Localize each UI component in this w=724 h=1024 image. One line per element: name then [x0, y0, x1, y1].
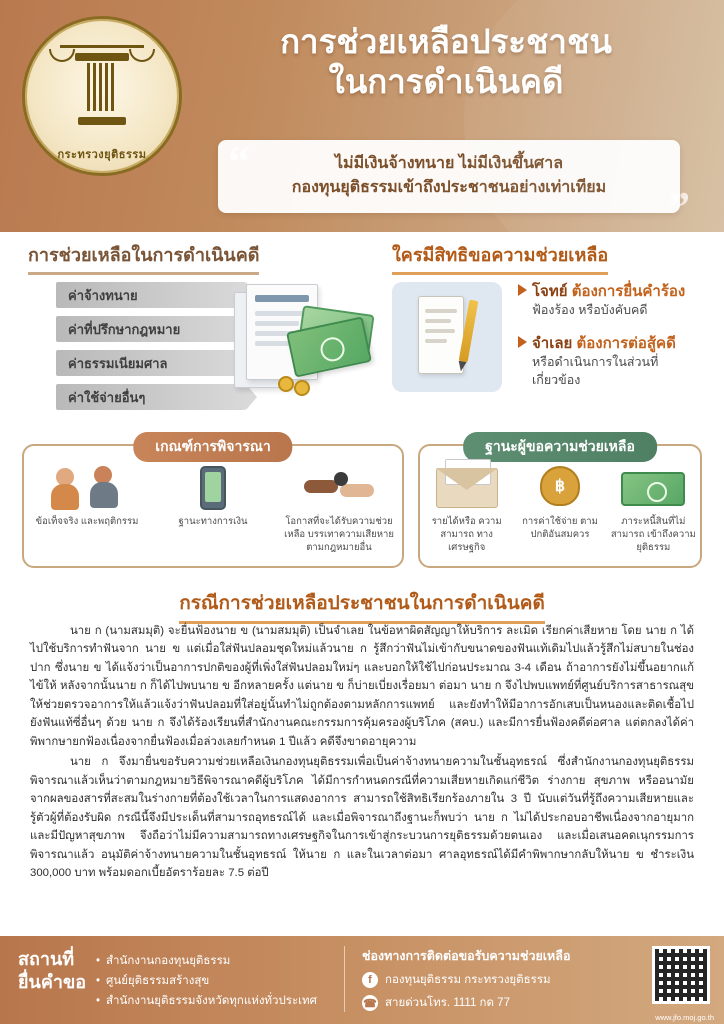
page-footer	[0, 936, 724, 1024]
panels-section	[0, 430, 724, 578]
list-item: ค่าธรรมเนียมศาล	[56, 350, 246, 376]
item-label: ฐานะทางการเงิน	[178, 516, 248, 527]
bullet-title-rest: ต้องการต่อสู้คดี	[576, 334, 676, 352]
bullet-title-rest: ต้องการยื่นคำร้อง	[571, 283, 686, 300]
case-story-body	[30, 622, 694, 885]
money-bag-icon	[517, 462, 602, 512]
case-story-section	[0, 578, 724, 936]
list-item: • ศูนย์ยุติธรรมสร้างสุข	[96, 975, 210, 988]
cash-debt-icon	[611, 462, 696, 512]
facebook-label: กองทุนยุติธรรม กระทรวงยุติธรรม	[385, 974, 551, 986]
phone-icon: ☎	[362, 995, 378, 1011]
facebook-icon: f	[362, 972, 378, 988]
page-header	[0, 0, 724, 232]
bullet-sub: หรือดำเนินการในส่วนที่เกี่ยวข้อง	[532, 355, 659, 387]
tagline-line-1: ไม่มีเงินจ้างทนาย ไม่มีเงินขึ้นศาล	[335, 155, 563, 172]
bullet-title: จำเลย	[532, 334, 573, 352]
envelope-income-icon	[424, 462, 509, 512]
place-label: สำนักงานยุติธรรมจังหวัดทุกแห่งทั่วประเทศ	[106, 995, 317, 1008]
two-column-section	[0, 240, 724, 430]
status-panel	[418, 438, 702, 568]
criteria-panel-caption: เกณฑ์การพิจารณา	[133, 432, 292, 462]
qr-caption: www.jfo.moj.go.th	[655, 1013, 714, 1022]
bullet-title: โจทย์	[532, 283, 568, 300]
list-item: ค่าที่ปรึกษากฎหมาย	[56, 316, 246, 342]
rights-bullet-list	[518, 282, 702, 403]
bullet-sub: ฟ้องร้อง หรือบังคับคดี	[532, 303, 648, 318]
list-item	[518, 282, 702, 320]
list-item	[607, 462, 700, 554]
petition-scroll-icon	[392, 282, 502, 392]
status-panel-caption: ฐานะผู้ขอความช่วยเหลือ	[463, 432, 657, 462]
hotline-contact-row[interactable]	[362, 994, 612, 1012]
footer-contact	[362, 946, 612, 1017]
list-item	[518, 334, 702, 389]
criteria-panel	[22, 438, 404, 568]
tagline-line-2: กองทุนยุติธรรมเข้าถึงประชาชนอย่างเท่าเทียม	[291, 179, 607, 196]
rights-section	[392, 240, 702, 387]
contact-title: ช่องทางการติดต่อขอรับความช่วยเหลือ	[362, 949, 571, 963]
hotline-label: สายด่วนโทร. 1111 กด 77	[385, 997, 510, 1009]
list-item: • สำนักงานยุติธรรมจังหวัดทุกแห่งทั่วประเทศ	[96, 995, 317, 1008]
facebook-contact-row[interactable]	[362, 971, 612, 989]
rights-section-heading: ใครมีสิทธิขอความช่วยเหลือ	[392, 240, 608, 275]
item-label: การค่าใช้จ่าย ตามปกติอันสมควร	[522, 516, 598, 540]
handshake-icon	[280, 462, 398, 512]
help-section	[28, 240, 368, 405]
list-item	[513, 462, 606, 554]
paragraph: นาย ก (นามสมมุติ) จะยื่นฟ้องนาย ข (นามสมมุติ) เป็นจำเลย ในข้อหาผิดสัญญาให้บริการ ละเมิด เรียกค่าเสียหาย โดย นาย ก ได้ไปใช้บริการทำฟันจาก นาย ข แต่เมื่อใส่ฟันปลอมชุดใหม่แล้วนาย ก รู้สึกว่าฟันไม่เข้ากับขนาดของฟันแท้เดิมไปแล้วรู้สึกไม่สบายในช่องปาก ซึ่งนาย ข ได้แจ้งว่าเป็นอาการปกติของผู้ที่เพิ่งใส่ฟันปลอมใหม่ๆ และบอกให้ใช้ไปก่อนประมาณ 3-4 เดือน ถ้าอาการยังไม่ขึ้นอยากแก้ไข้ให้ หลังจากนั้นนาย ก ก็ได้ไปพบนาย ข อีกหลายครั้ง แต่นาย ข ก็บ่ายเบี่ยงเรื่อยมา ต่อมา นาย ก จึงไปพบแพทย์ที่ศูนย์บริการสาธารณสุข ให้ช่วยตรวจอาการให้แล้วแจ้งว่าฟันปลอมที่ใส่อยู่นั้นทำไม่ถูกต้องตามหลักการแพทย์ และยังทำให้มีอาการอักเสบเป็นหนองและติดเชื้อไปยังฟันแท้ซี่อื่นๆ ด้วย นาย ก จึงได้ร้องเรียนที่สำนักงานคณะกรรมการคุ้มครองผู้บริโภค (สคบ.) และมีการยื่นฟ้องคดีต่อศาล แต่ตกลงได้ค่าพิพากษายกฟ้องเนื่องจากยื่นฟ้องเมื่อล่วงเลยกำหนด 1 ปีแล้ว คดีจึงขาดอายุความ	[30, 625, 694, 748]
item-label: โอกาสที่จะได้รับความช่วยเหลือ บรรเทาความเสียหาย ตามกฎหมายอื่น	[284, 516, 394, 553]
triangle-bullet-icon	[518, 284, 527, 296]
documents-and-money-illustration	[228, 280, 378, 400]
place-label: ศูนย์ยุติธรรมสร้างสุข	[106, 975, 210, 988]
list-item: • สำนักงานกองทุนยุติธรรม	[96, 955, 231, 967]
item-label: ข้อเท็จจริง และพฤติกรรม	[35, 516, 139, 527]
list-item: ค่าใช้จ่ายอื่นๆ	[56, 384, 246, 410]
quote-close-icon: ”	[668, 183, 690, 232]
mobile-banking-icon	[154, 462, 272, 512]
list-item	[24, 462, 150, 554]
case-story-heading: กรณีการช่วยเหลือประชาชนในการดำเนินคดี	[179, 588, 545, 624]
title-line-2: ในการดำเนินคดี	[328, 63, 564, 101]
item-label: รายได้หรือ ความสามารถ ทางเศรษฐกิจ	[431, 516, 502, 553]
list-item	[276, 462, 402, 554]
list-item	[420, 462, 513, 554]
triangle-bullet-icon	[518, 336, 527, 348]
footer-places	[18, 948, 338, 1011]
paragraph: นาย ก จึงมายื่นขอรับความช่วยเหลือเงินกองทุนยุติธรรมเพื่อเป็นค่าจ้างทนายความในชั้นอุทธรณ์ ซึ่งสำนักงานกองทุนยุติธรรมพิจารณาแล้วเห็นว่าตามกฎหมายวิธีพิจารณาคดีผู้บริโภค ได้มีการกำหนดกรณีที่ความเสียหายเกิดแก่ชีวิต ร่างกาย สุขภาพ หรืออนามัย จากผลของสารที่สะสมในร่างกายที่ต้องใช้เวลาในการแสดงอาการ สามารถใช้สิทธิเรียกร้องภายใน 3 ปี นับแต่วันที่รู้ถึงความเสียหายและรู้ตัวผู้ที่ต้องรับผิด กรณีนี้จึงมีประเด็นที่สามารถอุทธรณ์ได้ และเมื่อพิจารณาถึงฐานะก็พบว่า นาย ก ไม่ได้ประกอบอาชีพเนื่องจากอายุมากและมีปัญหาสุขภาพ จึงถือว่าไม่มีความสามารถทางเศรษฐกิจในการเข้าสู่กระบวนการยุติธรรมด้วยตนเอง และเมื่อเสนอคดเนุกรรมการพิจารณาแล้ว อนุมัติค่าจ้างทนายความในชั้นอุทธรณ์ ให้นาย ก และในเวลาต่อมา ศาลอุทธรณ์ได้มีคำพิพากษากลับให้นาย ข ชำระเงิน 300,000 บาท พร้อมดอกเบี้ยอัตราร้อยละ 7.5 ต่อปี	[30, 756, 694, 880]
title-line-1: การช่วยเหลือประชาชน	[280, 23, 612, 60]
footer-left-title-1: สถานที่	[18, 949, 75, 969]
qr-code[interactable]	[652, 946, 710, 1004]
help-item-list	[56, 282, 246, 418]
item-label: ภาระหนี้สินที่ไม่สามารถ เข้าถึงความยุติธรรม	[610, 516, 696, 553]
page-title	[190, 22, 702, 103]
seal-label: กระทรวงยุติธรรม	[57, 149, 147, 161]
footer-left-title-2: ยื่นคำขอ	[18, 972, 87, 993]
tagline-box	[218, 140, 680, 213]
ministry-seal-icon	[22, 16, 182, 176]
place-label: สำนักงานกองทุนยุติธรรม	[106, 955, 231, 967]
footer-divider	[344, 946, 345, 1012]
two-people-icon	[28, 462, 146, 512]
list-item	[150, 462, 276, 554]
help-section-heading: การช่วยเหลือในการดำเนินคดี	[28, 240, 259, 275]
list-item: ค่าจ้างทนาย	[56, 282, 246, 308]
